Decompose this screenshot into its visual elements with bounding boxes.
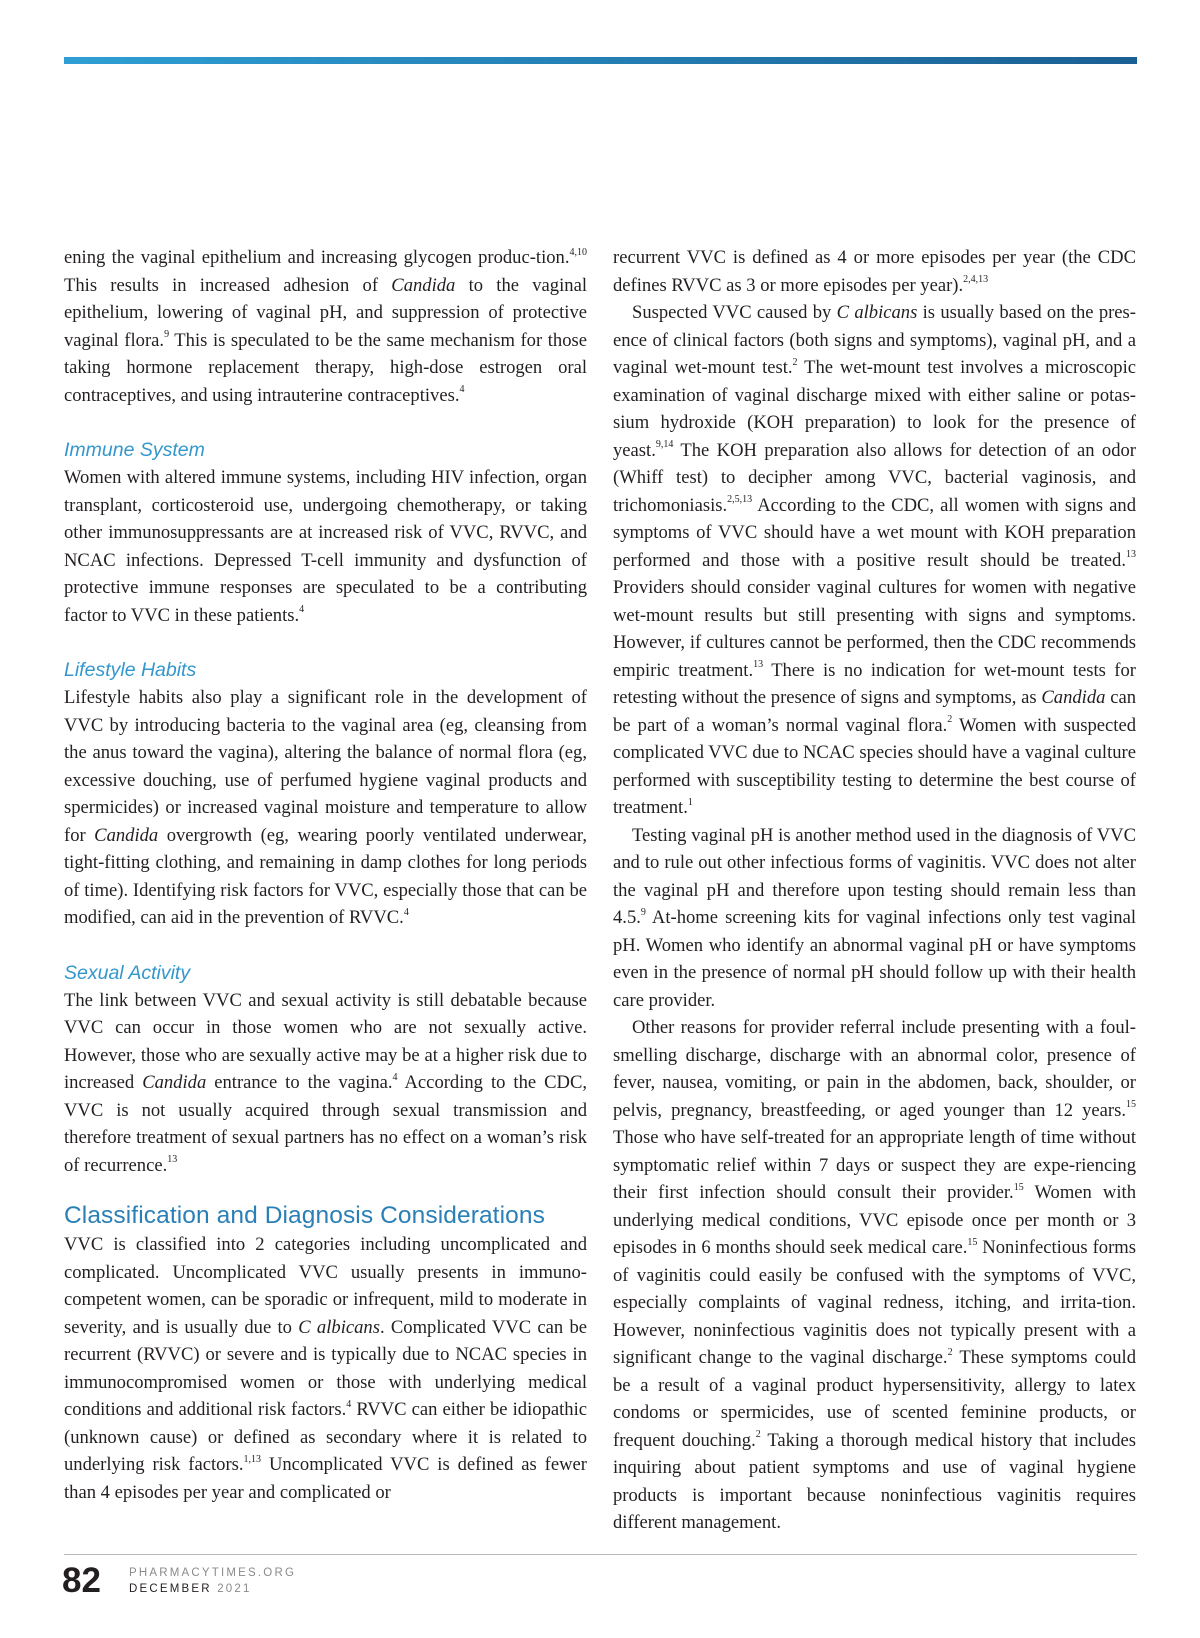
paragraph-hormones: ening the vaginal epithelium and increasing glycogen produc-tion.$^{4,10}$ This results in increased adhesion of Candida to the vaginal epithelium, lowering of vaginal pH, and suppression of protective vaginal flora.$^9$ This is speculated to be the same mechanism for those taking hormone replacement therapy, high-dose estrogen oral contraceptives, and using intrauterine contraceptives.$^4$: [64, 246, 587, 406]
header-accent-rule: [64, 57, 1137, 64]
paragraph-lifestyle-habits: Lifestyle habits also play a significant role in the development of VVC by introducing bacteria to the vaginal area (eg, cleansing from the anus toward the vagina), altering the balance of normal flora (eg, excessive douching, use of perfumed hygiene vaginal products and spermicides) or increased vaginal moisture and temperature to allow for Candida overgrowth (eg, wearing poorly ventilated underwear, tight-fitting clothing, and remaining in damp clothes for long periods of time). Identifying risk factors for VVC, especially those that can be modified, can aid in the prevention of RVVC.$^4$: [64, 687, 587, 928]
footer-year: 2021: [217, 1583, 252, 1595]
right-column: [613, 244, 1136, 1537]
footer-site-name: PHARMACYTIMES.ORG: [129, 1567, 297, 1579]
subheading-sexual-activity: Sexual Activity: [64, 961, 191, 984]
footer-issue-date: [129, 1582, 252, 1596]
paragraph-immune-system: Women with altered immune systems, including HIV infection, organ transplant, corticosteroid use, undergoing chemotherapy, or taking other immunosuppressants are at increased risk of VVC, RVVC, and NCAC infections. Depressed T-cell immunity and dysfunction of protective immune responses are speculated to be a contributing factor to VVC in these patients.$^4$: [64, 467, 587, 626]
subheading-lifestyle-habits: Lifestyle Habits: [64, 659, 197, 681]
paragraph-provider-referral: Other reasons for provider referral include presenting with a foul-smelling discharge, discharge with an abnormal color, presence of fever, nausea, vomiting, or pain in the abdomen, back, shoulder, or pelvis, pregnancy, breastfeeding, or aged younger than 12 years.$^{15}$ Those who have self-treated for an appropriate length of time without symptomatic relief within 7 days or suspect they are expe-riencing their first infection should consult their provider.$^{15}$ Women with underlying medical conditions, VVC episode once per month or 3 episodes in 6 months should seek medical care.$^{15}$ Noninfectious forms of vaginitis could easily be confused with the symptoms of VVC, especially complaints of vaginal redness, itching, and irrita-tion. However, noninfectious vaginitis does not typically present with a significant change to the vaginal discharge.$^2$ These symptoms could be a result of a vaginal product hypersensitivity, allergy to latex condoms or spermicides, use of scented feminine products, or frequent douching.$^2$ Taking a thorough medical history that includes inquiring about patient symptoms and use of vaginal hygiene products is important because noninfectious vaginitis requires different management.: [613, 1017, 1136, 1533]
page-number: 82: [62, 1561, 101, 1600]
paragraph-sexual-activity: The link between VVC and sexual activity is still debatable because VVC can occur in those women who are not sexually active. However, those who are sexually active may be at a higher risk due to increased Candida entrance to the vagina.$^4$ According to the CDC, VVC is not usually acquired through sexual transmission and therefore treatment of sexual partners has no effect on a woman’s risk of recurrence.$^{13}$: [64, 989, 587, 1176]
footer-month: DECEMBER: [129, 1583, 212, 1595]
paragraph-classification: VVC is classified into 2 categories including uncomplicated and complicated. Uncomplicated VVC usually presents in immuno-competent women, can be sporadic or infrequent, mild to moderate in severity, and is usually due to C albicans. Complicated VVC can be recurrent (RVVC) or severe and is typically due to NCAC species in immunocompromised women or those with underlying medical conditions and additional risk factors.$^4$ RVVC can either be idiopathic (unknown cause) or defined as secondary where it is related to underlying risk factors.$^{1,13}$ Uncomplicated VVC is defined as fewer than 4 episodes per year and complicated or: [64, 1234, 588, 1503]
paragraph-rvvc-definition: recurrent VVC is defined as 4 or more episodes per year (the CDC defines RVVC as 3 or more episodes per year).$^{2,4,13}$: [613, 247, 1136, 296]
paragraph-diagnosis-tests: Suspected VVC caused by C albicans is usually based on the pres-ence of clinical factors (both signs and symptoms), vaginal pH, and a vaginal wet-mount test.$^2$ The wet-mount test involves a microscopic examination of vaginal discharge mixed with either saline or potas-sium hydroxide (KOH preparation) to look for the presence of yeast.$^{9,14}$ The KOH preparation also allows for detection of an odor (Whiff test) to decipher among VVC, bacterial vaginosis, and trichomoniasis.$^{2,5,13}$ According to the CDC, all women with signs and symptoms of VVC should have a wet mount with KOH preparation performed and those with a positive result should be treated.$^{13}$ Providers should consider vaginal cultures for women with negative wet-mount results but still presenting with signs and symptoms. However, if cultures cannot be performed, then the CDC recommends empiric treatment.$^{13}$ There is no indication for wet-mount tests for retesting without the presence of signs and symptoms, as Candida can be part of a woman’s normal vaginal flora.$^2$ Women with suspected complicated VVC due to NCAC species should have a vaginal culture performed with susceptibility testing to determine the best course of treatment.$^1$: [613, 302, 1136, 818]
footer-divider: [64, 1554, 1137, 1555]
paragraph-vaginal-ph: Testing vaginal pH is another method used in the diagnosis of VVC and to rule out other infectious forms of vaginitis. VVC does not alter the vaginal pH and therefore upon testing should remain less than 4.5.$^9$ At-home screening kits for vaginal infections only test vaginal pH. Women who identify an abnormal vaginal pH or have symptoms even in the presence of normal pH should follow up with their health care provider.: [613, 824, 1136, 1011]
left-column: [64, 244, 587, 1506]
subheading-immune-system: Immune System: [64, 439, 205, 461]
section-heading-classification: Classification and Diagnosis Considerations: [64, 1202, 545, 1229]
